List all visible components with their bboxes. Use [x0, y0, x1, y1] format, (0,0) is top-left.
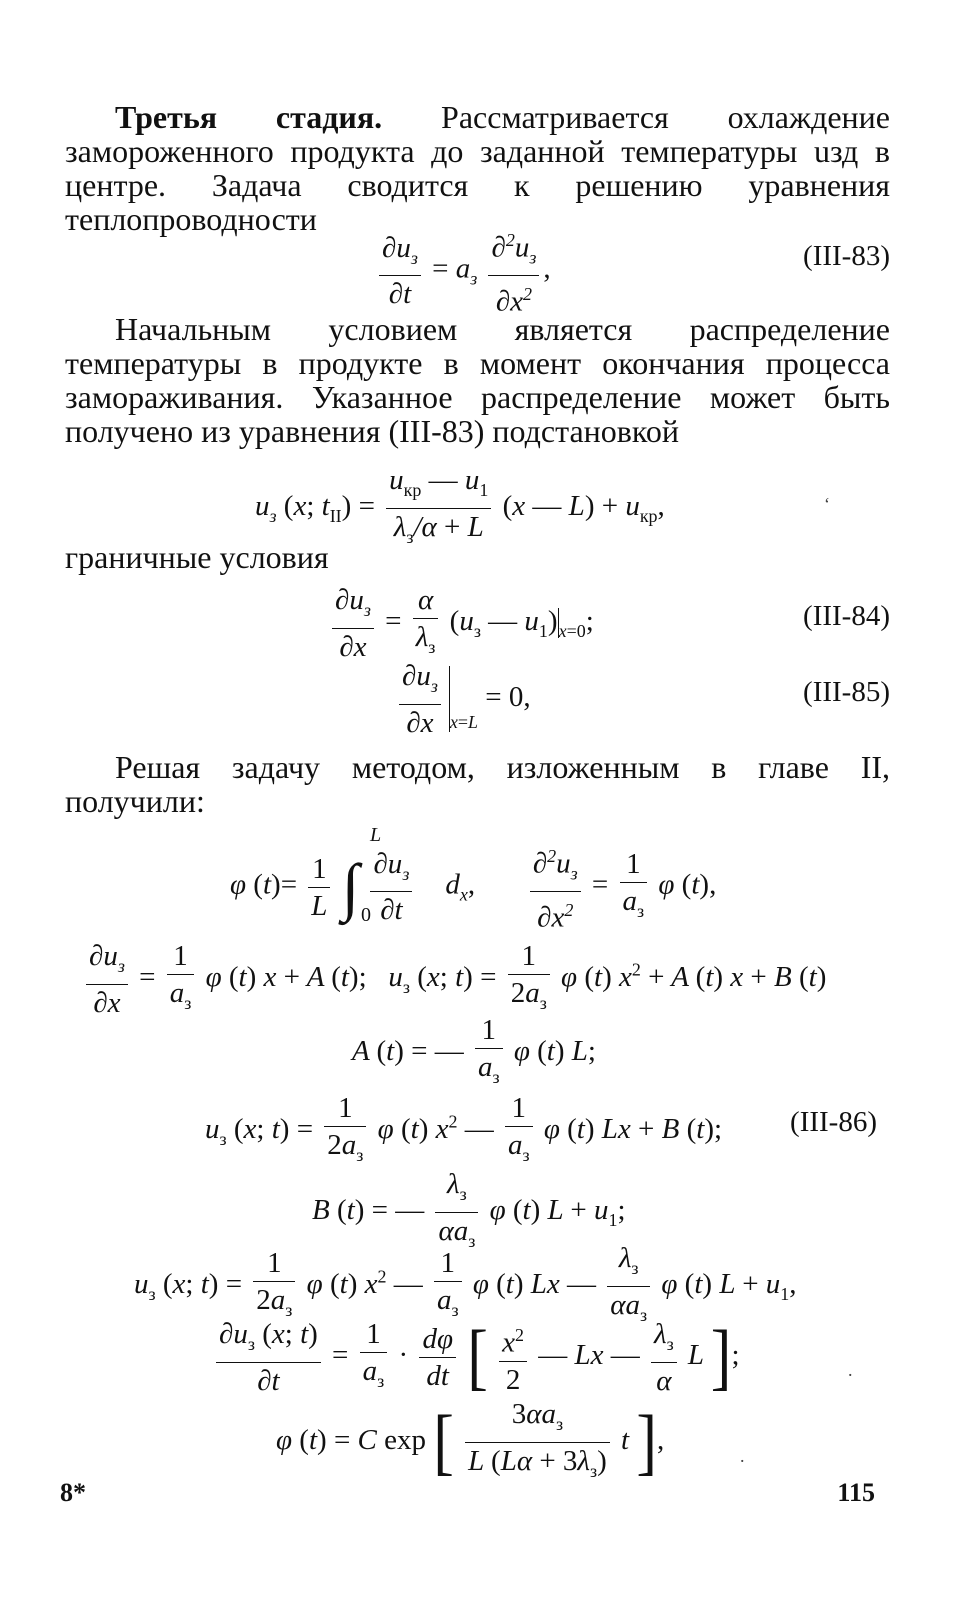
equation-initial-distribution: $u_з$ (x; $t_{II}$) = $\frac{u_{кр} — u_1}{\lambda_з/\alpha + L}$ (x — $L) + u_{кр}$,	[255, 464, 665, 547]
paragraph-text: Рассматривается охлаждение замороженного продукта до заданной температуры uзд в центре. Задача сводится к решению уравнения теплопроводности	[65, 99, 891, 237]
equation-gradient-and-profile: $\frac{\partial u_з}{\partial x}$ = $\frac{1}{a_з}$ φ (t) x + A (t); $u_з$ (x; t) = $\frac{1}{2a_з}$ φ (t) $x^2 + A$ (t) x + B (t)	[82, 938, 826, 1021]
equation-b-of-t: B (t) = — $\frac{\lambda_з}{\alpha a_з}$ φ (t) $L + u_1$;	[312, 1168, 626, 1251]
paragraph-third-stage	[65, 100, 890, 236]
equation-phi-definition: φ (t)= $\frac{1}{L}$ ∫ $\frac{\partial u_з}{\partial t}$ $d_x$, $\frac{\partial^2u_з}{\partial x^2}$ = $\frac{1}{a_з}$ φ (t),	[230, 838, 716, 936]
equation-full-profile: $u_з$ (x; t) = $\frac{1}{2a_з}$ φ (t) $x^2$ — $\frac{1}{a_з}$ φ (t) Lx — $\frac{\lambda_з}{\alpha a_з}$ φ (t) $L + u_1$,	[134, 1242, 797, 1325]
equation-number: (III-86)	[790, 1106, 877, 1138]
paragraph-boundary-conditions: граничные условия	[65, 539, 329, 575]
integral-lower-limit: 0	[361, 904, 371, 926]
equation-a-of-t: A (t) = — $\frac{1}{a_з}$ φ (t) L;	[352, 1014, 596, 1087]
integral-upper-limit: L	[370, 824, 382, 846]
equation-iii-83: $\frac{\partial u_з}{\partial t}$ = $a_з$ $\frac{\partial^2u_з}{\partial x^2}$ ,	[375, 222, 551, 320]
equation-time-derivative: $\frac{\partial u_з (x; t)}{\partial t}$ = $\frac{1}{a_з}$ · $\frac{d\varphi}{dt}$ [ $\frac{x^2}{2}$ — Lx — $\frac{\lambda_з}{\alpha}$ L ];	[212, 1316, 740, 1399]
print-mark: .	[740, 1446, 745, 1466]
paragraph-lead: Третья стадия.	[115, 99, 383, 135]
equation-number: (III-84)	[803, 600, 890, 632]
print-mark: .	[848, 1360, 853, 1380]
equation-iii-86: $u_з$ (x; t) = $\frac{1}{2a_з}$ φ (t) $x^2$ — $\frac{1}{a_з}$ φ (t) Lx + B (t);	[205, 1092, 723, 1165]
equation-iii-85: $\frac{\partial u_з}{\partial x}$ $_{x=L}$ = 0,	[395, 658, 531, 741]
signature-mark: 8*	[60, 1478, 86, 1507]
print-mark: ‘	[824, 494, 830, 514]
page-number: 115	[837, 1478, 875, 1507]
paragraph-solution: Решая задачу методом, изложенным в главе II, получили:	[65, 749, 890, 819]
equation-phi-exponential: φ (t) = C exp [ $\frac{3\alpha a_з}{L (L\alpha + 3\lambda_з)}$ t ],	[276, 1398, 665, 1484]
equation-iii-84: $\frac{\partial u_з}{\partial x}$ = $\frac{\alpha}{\lambda_з}$ ($u_з$ — $u_1)_{x=0}$;	[328, 582, 594, 665]
equation-number: (III-85)	[803, 676, 890, 708]
paragraph-initial-condition: Начальным условием является распределение температуры в продукте в момент окончания процесса замораживания. Указанное распределение может быть получено из уравнения (III-83) подстановкой	[65, 311, 890, 449]
equation-number: (III-83)	[803, 240, 890, 272]
